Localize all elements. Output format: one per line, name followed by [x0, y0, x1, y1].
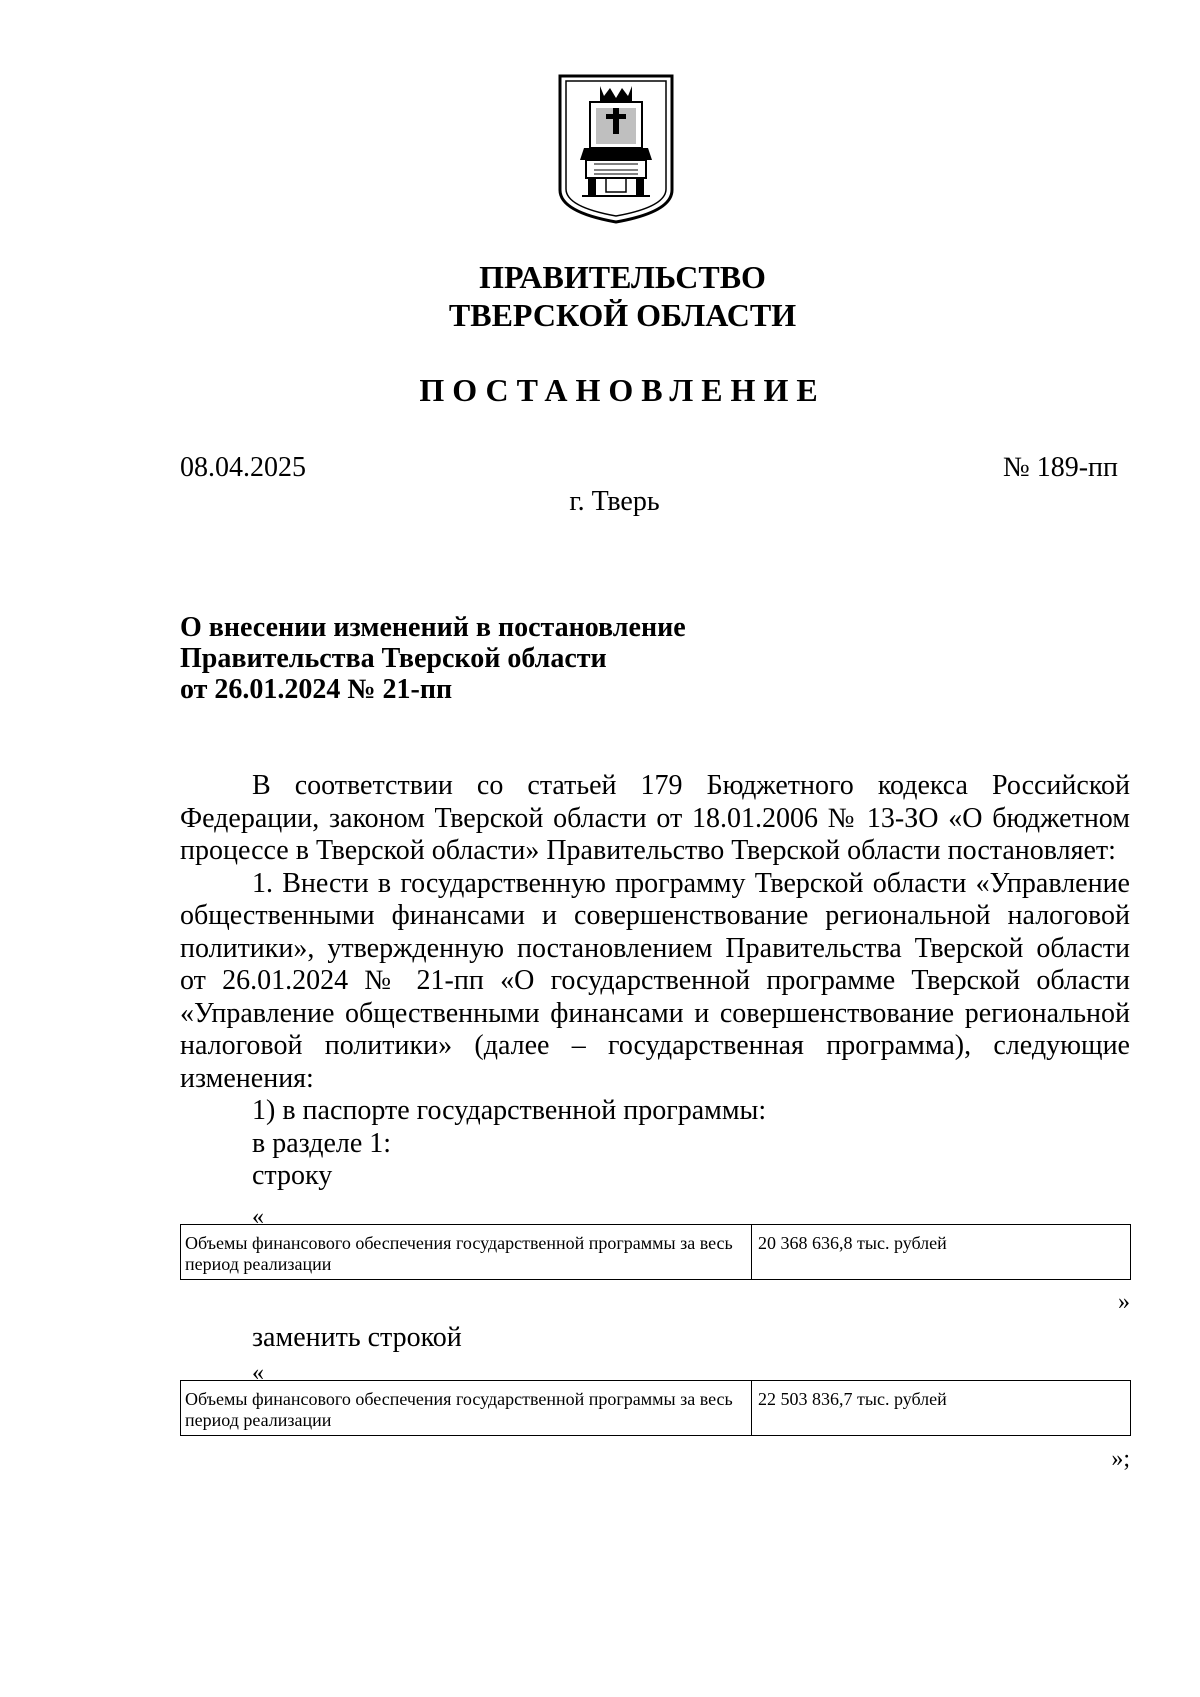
body-paragraph-preamble: В соответствии со статьей 179 Бюджетного кодекса Российской Федерации, законом Тверской области от 18.01.2006 № 13-ЗО «О бюджетном процессе в Тверской области» Правительство Тверской области постановляет:: [180, 770, 1130, 866]
body-subitem-row: строку: [252, 1160, 333, 1191]
table-row: [181, 1225, 1131, 1280]
quote-open-mark-2: «: [252, 1360, 264, 1386]
document-body: [180, 770, 1130, 1193]
subject-line2: Правительства Тверской области: [180, 643, 607, 674]
subject-line1: О внесении изменений в постановление: [180, 612, 686, 643]
government-title-line2: ТВЕРСКОЙ ОБЛАСТИ: [448, 297, 797, 333]
tver-coat-of-arms-icon: [554, 72, 678, 228]
old-finance-table: [180, 1224, 1131, 1280]
quote-close-mark: »: [1118, 1289, 1130, 1315]
document-type: ПОСТАНОВЛЕНИЕ: [419, 372, 826, 408]
document-subject: [180, 612, 686, 705]
document-number: № 189-пп: [1002, 452, 1118, 483]
document-city: г. Тверь: [569, 486, 660, 517]
table-row: [181, 1381, 1131, 1436]
body-subitem-passport: 1) в паспорте государственной программы:: [252, 1095, 767, 1126]
quote-open-mark: «: [252, 1204, 264, 1230]
new-finance-table: [180, 1380, 1131, 1436]
new-finance-label: Объемы финансового обеспечения государственной программы за весь период реализации: [181, 1381, 752, 1436]
government-title-line1: ПРАВИТЕЛЬСТВО: [479, 259, 766, 295]
new-finance-value: 22 503 836,7 тыс. рублей: [752, 1381, 1131, 1436]
old-finance-value: 20 368 636,8 тыс. рублей: [752, 1225, 1131, 1280]
subject-line3: от 26.01.2024 № 21-пп: [180, 674, 453, 705]
replace-with-row-label: заменить строкой: [252, 1322, 462, 1353]
government-title: [0, 258, 1200, 334]
body-subitem-section: в разделе 1:: [252, 1127, 392, 1159]
body-paragraph-item-1: 1. Внести в государственную программу Тверской области «Управление общественными финансами и совершенствование региональной налоговой политики», утвержденную постановлением Правительства Тверской области от 26.01.2024 № 21-пп «О государственной программе Тверской области «Управление общественными финансами и совершенствование региональной налоговой политики» (далее – государственная программа), следующие изменения:: [180, 867, 1130, 1094]
quote-close-mark-2: »;: [1111, 1446, 1130, 1472]
old-finance-label: Объемы финансового обеспечения государственной программы за весь период реализации: [181, 1225, 752, 1280]
document-date: 08.04.2025: [180, 452, 306, 483]
